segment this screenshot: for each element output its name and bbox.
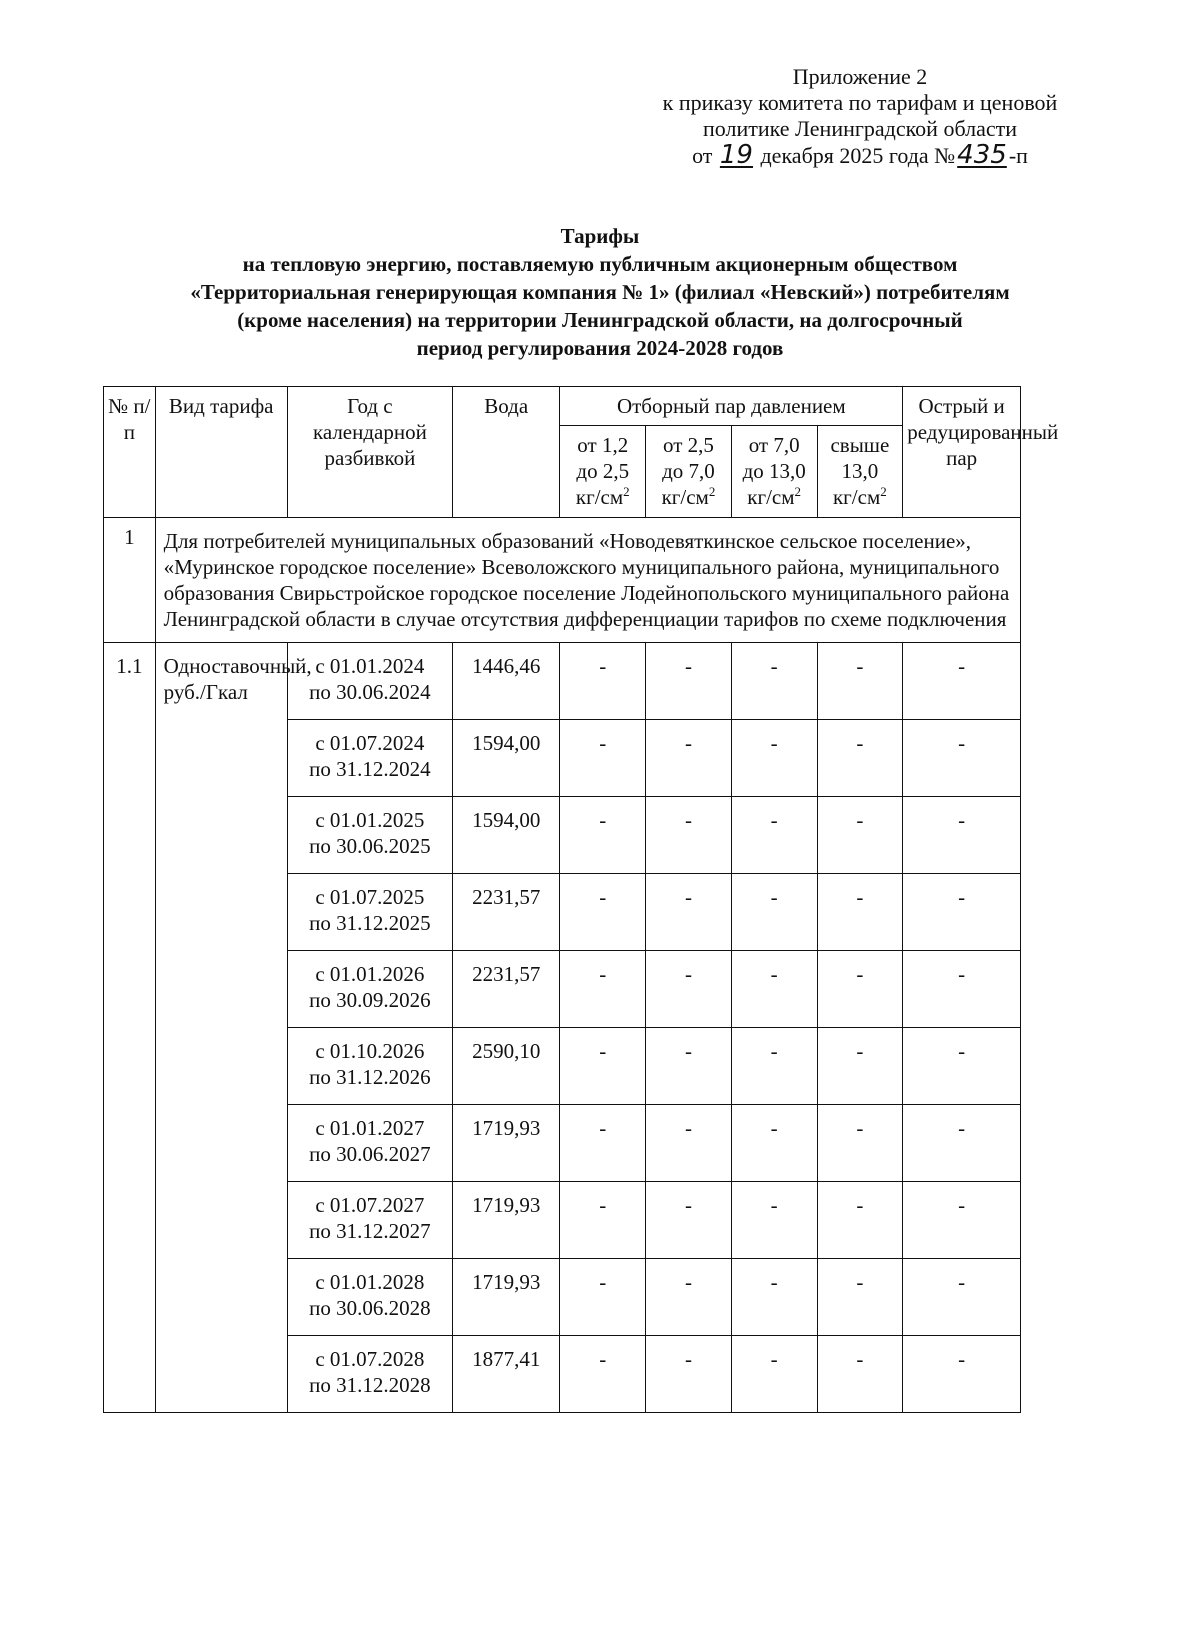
water-cell: 2590,10 (453, 1028, 560, 1105)
sharp-cell: - (903, 1028, 1021, 1105)
title-line5: период регулирования 2024-2028 годов (416, 336, 784, 360)
header-kind: Вид тарифа (155, 387, 287, 518)
steam4-cell: - (817, 1028, 903, 1105)
steam4-cell: - (817, 874, 903, 951)
period-to: по 30.06.2028 (309, 1296, 431, 1320)
order-suffix: -п (1008, 143, 1028, 168)
header-steam-2 (646, 426, 732, 518)
steam1-cell: - (560, 1259, 646, 1336)
period-cell (287, 1105, 452, 1182)
tariff-table (103, 386, 1059, 1413)
appendix-line3: политике Ленинградской области (702, 116, 1017, 141)
period-from: с 01.10.2026 (315, 1039, 425, 1063)
header-steam-3 (731, 426, 817, 518)
period-from: с 01.01.2027 (315, 1116, 425, 1140)
steam2-range: от 2,5 до 7,0 (662, 433, 715, 483)
water-cell: 2231,57 (453, 951, 560, 1028)
period-cell (287, 720, 452, 797)
steam2-unit-exp: 2 (708, 484, 716, 499)
date-prefix: от (692, 143, 713, 168)
period-to: по 30.09.2026 (309, 988, 431, 1012)
steam1-cell: - (560, 1182, 646, 1259)
header-steam-1 (560, 426, 646, 518)
steam2-cell: - (646, 1105, 732, 1182)
period-to: по 31.12.2025 (309, 911, 431, 935)
steam2-cell: - (646, 643, 732, 720)
header-water: Вода (453, 387, 560, 518)
table-row (104, 643, 1021, 720)
steam4-cell: - (817, 1182, 903, 1259)
section-row (104, 518, 1021, 643)
sharp-cell: - (903, 643, 1021, 720)
sharp-cell: - (903, 797, 1021, 874)
period-cell (287, 951, 452, 1028)
sharp-cell: - (903, 951, 1021, 1028)
steam2-cell: - (646, 951, 732, 1028)
period-from: с 01.07.2028 (315, 1347, 425, 1371)
period-to: по 30.06.2024 (309, 680, 431, 704)
steam2-cell: - (646, 874, 732, 951)
period-to: по 31.12.2026 (309, 1065, 431, 1089)
sharp-cell: - (903, 720, 1021, 797)
date-middle: декабря 2025 года № (760, 143, 956, 168)
steam4-cell: - (817, 1336, 903, 1413)
title-line4: (кроме населения) на территории Ленинградской области, на долгосрочный (237, 308, 963, 332)
period-to: по 30.06.2025 (309, 834, 431, 858)
steam3-cell: - (731, 951, 817, 1028)
steam1-cell: - (560, 951, 646, 1028)
group-kind: Одноставочный, руб./Гкал (155, 643, 287, 1413)
steam2-cell: - (646, 720, 732, 797)
steam1-unit-exp: 2 (623, 484, 630, 499)
sharp-cell: - (903, 1105, 1021, 1182)
steam1-unit: кг/см (575, 485, 624, 509)
period-cell (287, 1028, 452, 1105)
appendix-date-line (600, 142, 1120, 169)
period-cell (287, 797, 452, 874)
water-cell: 2231,57 (453, 874, 560, 951)
group-num: 1.1 (104, 643, 156, 1413)
steam3-cell: - (731, 720, 817, 797)
title-line1: Тарифы (560, 224, 640, 248)
steam4-unit: кг/см (832, 485, 881, 509)
title-line3: «Территориальная генерирующая компания № 1» (филиал «Невский») потребителям (190, 280, 1010, 304)
steam3-cell: - (731, 1105, 817, 1182)
steam2-cell: - (646, 1028, 732, 1105)
steam4-cell: - (817, 1259, 903, 1336)
appendix-block (600, 64, 1120, 169)
steam3-cell: - (731, 643, 817, 720)
period-from: с 01.01.2025 (315, 808, 425, 832)
steam1-cell: - (560, 720, 646, 797)
period-from: с 01.07.2025 (315, 885, 425, 909)
water-cell: 1719,93 (453, 1105, 560, 1182)
title-line2: на тепловую энергию, поставляемую публичным акционерным обществом (242, 252, 958, 276)
steam1-cell: - (560, 874, 646, 951)
steam1-cell: - (560, 643, 646, 720)
steam3-cell: - (731, 874, 817, 951)
water-cell: 1877,41 (453, 1336, 560, 1413)
steam2-cell: - (646, 797, 732, 874)
steam4-cell: - (817, 643, 903, 720)
steam1-cell: - (560, 1105, 646, 1182)
water-cell: 1594,00 (453, 797, 560, 874)
steam4-cell: - (817, 797, 903, 874)
steam3-unit-exp: 2 (794, 484, 802, 499)
handwritten-order-number: 435 (957, 140, 1007, 170)
steam1-range: от 1,2 до 2,5 (576, 433, 630, 483)
steam4-cell: - (817, 720, 903, 797)
steam1-cell: - (560, 1336, 646, 1413)
header-num: № п/п (104, 387, 156, 518)
steam2-unit: кг/см (661, 485, 709, 509)
steam3-cell: - (731, 797, 817, 874)
steam3-unit: кг/см (747, 485, 795, 509)
steam3-cell: - (731, 1028, 817, 1105)
period-cell (287, 874, 452, 951)
steam3-range: от 7,0 до 13,0 (742, 433, 806, 483)
steam1-cell: - (560, 797, 646, 874)
period-from: с 01.01.2024 (315, 654, 425, 678)
appendix-line2: к приказу комитета по тарифам и ценовой (662, 90, 1058, 115)
steam4-range: свыше 13,0 (830, 433, 890, 483)
period-from: с 01.07.2024 (315, 731, 425, 755)
steam3-cell: - (731, 1336, 817, 1413)
handwritten-day: 19 (719, 140, 753, 170)
water-cell: 1594,00 (453, 720, 560, 797)
period-from: с 01.01.2026 (315, 962, 425, 986)
water-cell: 1719,93 (453, 1259, 560, 1336)
header-steam-group: Отборный пар давлением (560, 387, 903, 426)
header-sharp-steam: Острый и редуцированный пар (903, 387, 1021, 518)
steam4-unit-exp: 2 (880, 484, 887, 499)
steam2-cell: - (646, 1182, 732, 1259)
period-to: по 30.06.2027 (309, 1142, 431, 1166)
period-cell (287, 1182, 452, 1259)
period-to: по 31.12.2027 (309, 1219, 431, 1243)
section-num: 1 (104, 518, 156, 643)
steam4-cell: - (817, 1105, 903, 1182)
sharp-cell: - (903, 1182, 1021, 1259)
water-cell: 1446,46 (453, 643, 560, 720)
period-cell (287, 643, 452, 720)
sharp-cell: - (903, 1259, 1021, 1336)
steam3-cell: - (731, 1182, 817, 1259)
period-cell (287, 1336, 452, 1413)
water-cell: 1719,93 (453, 1182, 560, 1259)
header-period: Год с календарной разбивкой (287, 387, 452, 518)
header-steam-4 (817, 426, 903, 518)
steam2-cell: - (646, 1259, 732, 1336)
period-cell (287, 1259, 452, 1336)
steam4-cell: - (817, 951, 903, 1028)
sharp-cell: - (903, 1336, 1021, 1413)
period-from: с 01.01.2028 (315, 1270, 425, 1294)
section-description: Для потребителей муниципальных образований «Новодевяткинское сельское поселение», «Муринское городское поселение» Всеволожского муниципального района, муниципального образования Свирьстройское городское поселение Лодейнопольского муниципального района Ленинградской области в случае отсутствия дифференциации тарифов по схеме подключения (155, 518, 1020, 643)
period-from: с 01.07.2027 (315, 1193, 425, 1217)
document-title (100, 222, 1100, 362)
steam2-cell: - (646, 1336, 732, 1413)
period-to: по 31.12.2028 (309, 1373, 431, 1397)
steam3-cell: - (731, 1259, 817, 1336)
steam1-cell: - (560, 1028, 646, 1105)
appendix-line1: Приложение 2 (792, 64, 928, 89)
sharp-cell: - (903, 874, 1021, 951)
period-to: по 31.12.2024 (309, 757, 431, 781)
